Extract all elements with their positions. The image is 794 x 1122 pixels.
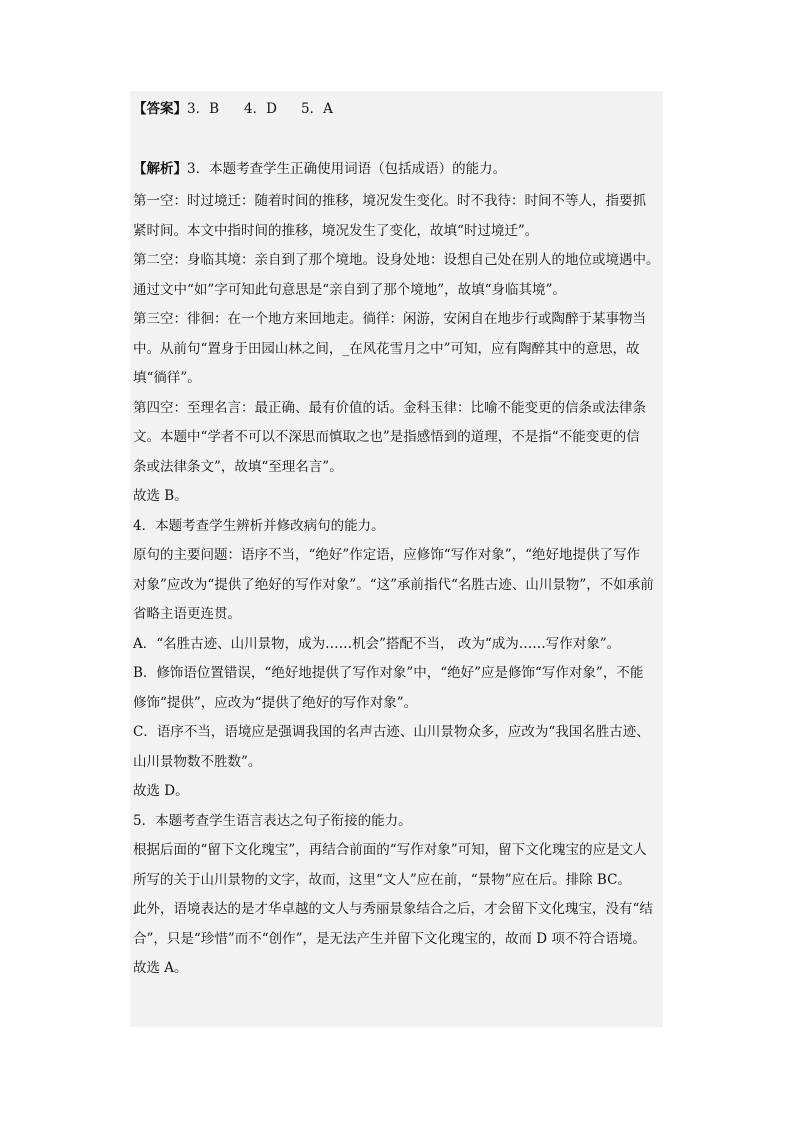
answer-label: 【答案】	[133, 101, 187, 117]
analysis-line: 故选 D。	[133, 783, 189, 799]
analysis-line: 5．本题考查学生语言表达之句子衔接的能力。	[133, 812, 412, 829]
analysis-line: 通过文中“如”字可知此句意思是“亲自到了那个境地”，故填“身临其境”。	[133, 281, 566, 298]
analysis-line: B．修饰语位置错误，“绝好地提供了写作对象”中，“绝好”应是修饰“写作对象”，不能	[133, 665, 644, 681]
analysis-line: 第一空：时过境迁：随着时间的推移，境况发生变化。时不我待：时间不等人，指要抓	[133, 193, 646, 209]
analysis-line: 第三空：徘徊：在一个地方来回地走。徜徉：闲游，安闲自在地步行或陶醉于某事物当	[133, 311, 646, 327]
analysis-line: 所写的关于山川景物的文字，故而，这里“文人”应在前，“景物”应在后。排除 BC。	[133, 871, 631, 888]
analysis-line: C．语序不当，语境应是强调我国的名声古迹、山川景物众多，应改为“我国名胜古迹、	[133, 724, 650, 740]
analysis-line: 原句的主要问题：语序不当，“绝好”作定语，应修饰“写作对象”，“绝好地提供了写作	[133, 547, 641, 563]
analysis-line: 省略主语更连贯。	[133, 606, 241, 622]
analysis-line: 山川景物数不胜数”。	[133, 753, 262, 770]
analysis-line: A．“名胜古迹、山川景物，成为……机会”搭配不当， 改为“成为……写作对象”。	[133, 635, 621, 652]
analysis-line: 第四空：至理名言：最正确、最有价值的话。金科玉律：比喻不能变更的信条或法律条	[133, 399, 646, 416]
answer-item: 4．D	[244, 101, 277, 117]
analysis-line	[133, 160, 661, 178]
analysis-line: 紧时间。本文中指时间的推移，境况发生了变化，故填“时过境迁”。	[133, 222, 539, 239]
analysis-line: 修饰“提供”，应改为“提供了绝好的写作对象”。	[133, 694, 418, 711]
analysis-line: 故选 B。	[133, 488, 188, 504]
analysis-line: 根据后面的“留下文化瑰宝”，再结合前面的“写作对象”可知，留下文化瑰宝的应是文人	[133, 842, 647, 858]
analysis-line: 合”，只是“珍惜”而不“创作”，是无法产生并留下文化瑰宝的，故而 D 项不符合语境。	[133, 930, 646, 947]
analysis-label: 【解析】	[133, 161, 187, 177]
analysis-line: 故选 A。	[133, 960, 188, 976]
answer-line	[133, 100, 661, 118]
analysis-line: 4．本题考查学生辨析并修改病句的能力。	[133, 517, 385, 534]
answer-item: 5．A	[301, 101, 333, 117]
analysis-line: 第二空：身临其境：亲自到了那个境地。设身处地：设想自己处在别人的地位或境遇中。	[133, 252, 660, 268]
analysis-text: 3．本题考查学生正确使用词语（包括成语）的能力。	[187, 161, 507, 177]
analysis-line: 中。从前句“置身于田园山林之间，_在风花雪月之中”可知，应有陶醉其中的意思，故	[133, 340, 640, 357]
analysis-line: 填“徜徉”。	[133, 370, 201, 386]
analysis-line: 此外，语境表达的是才华卓越的文人与秀丽景象结合之后，才会留下文化瑰宝，没有“结	[133, 901, 653, 917]
answer-item: 3．B	[187, 101, 220, 117]
analysis-line: 条或法律条文”，故填“至理名言”。	[133, 458, 343, 475]
analysis-line: 文。本题中“学者不可以不深思而慎取之也”是指感悟到的道理，不是指“不能变更的信	[133, 429, 640, 445]
analysis-line: 对象”应改为“提供了绝好的写作对象”。“这”承前指代“名胜古迹、山川景物”，不如承前	[133, 576, 654, 593]
